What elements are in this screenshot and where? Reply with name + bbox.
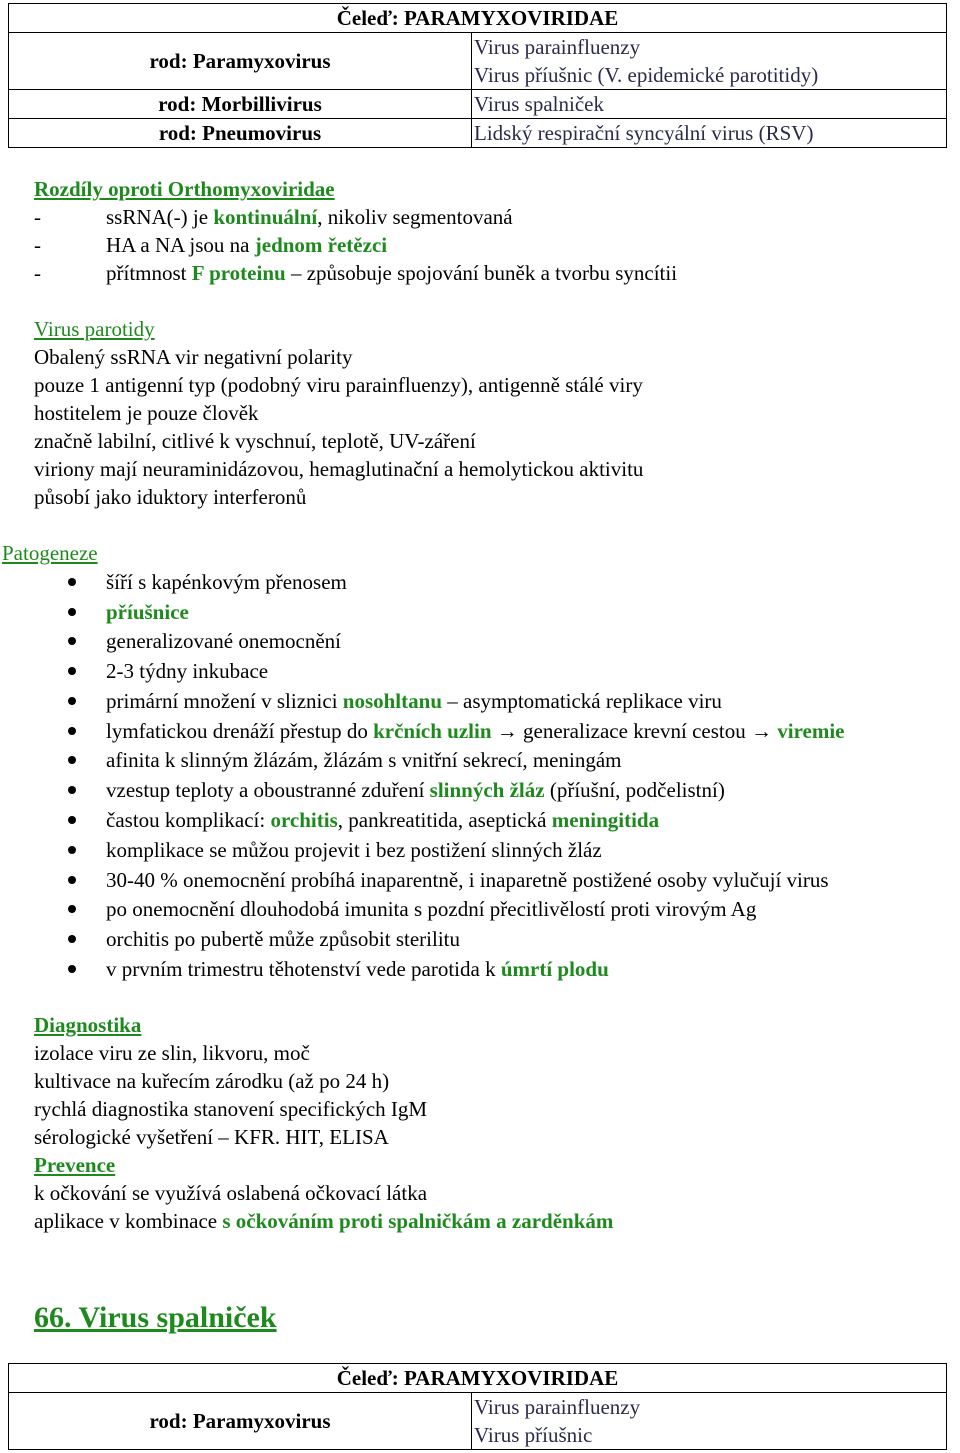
species-name: Virus parainfluenzy (474, 35, 641, 59)
bullet-icon (68, 697, 76, 705)
prevention-line: aplikace v kombinace s očkováním proti spalničkám a zarděnkám (34, 1209, 614, 1233)
mumps-line: hostitelem je pouze člověk (34, 401, 259, 425)
bullet-icon (68, 965, 76, 973)
taxonomy-table (8, 1363, 947, 1450)
diagnostics-line: rychlá diagnostika stanovení specifických IgM (34, 1097, 428, 1121)
mumps-heading: Virus parotidy (34, 317, 155, 341)
bullet-icon (68, 578, 76, 586)
species-cell (472, 1393, 947, 1450)
mumps-line: pouze 1 antigenní typ (podobný viru parainfluenzy), antigenně stálé viry (34, 373, 643, 397)
species-cell (472, 119, 947, 148)
mumps-line: Obalený ssRNA vir negativní polarity (34, 345, 353, 369)
pathogenesis-heading: Patogeneze (2, 541, 98, 565)
genus-cell: rod: Pneumovirus (9, 119, 472, 148)
family-header: Čeleď: PARAMYXOVIRIDAE (9, 1364, 947, 1393)
bullet-icon (68, 935, 76, 943)
prevention-line: k očkování se využívá oslabená očkovací látka (34, 1181, 428, 1205)
difference-item: - ssRNA(-) je kontinuální, nikoliv segmentovaná (34, 205, 513, 229)
family-header: Čeleď: PARAMYXOVIRIDAE (9, 4, 947, 33)
section-title: 66. Virus spalniček (34, 1301, 277, 1334)
bullet-icon (68, 637, 76, 645)
species-cell (472, 90, 947, 119)
bullet-icon (68, 846, 76, 854)
species-name: Virus příušnic (V. epidemické parotitidy) (474, 63, 819, 87)
bullet-icon (68, 667, 76, 675)
species-name: Virus příušnic (474, 1423, 593, 1447)
species-name: Virus parainfluenzy (474, 1395, 641, 1419)
diagnostics-heading: Diagnostika (34, 1013, 142, 1037)
bullet-icon (68, 905, 76, 913)
difference-item: - přítmnost F proteinu – způsobuje spojování buněk a tvorbu syncítii (34, 261, 678, 285)
bullet-icon (68, 608, 76, 616)
mumps-line: viriony mají neuraminidázovou, hemaglutinační a hemolytickou aktivitu (34, 457, 644, 481)
mumps-line: působí jako iduktory interferonů (34, 485, 307, 509)
bullet-icon (68, 786, 76, 794)
bullet-icon (68, 727, 76, 735)
species-cell (472, 33, 947, 90)
diagnostics-line: sérologické vyšetření – KFR. HIT, ELISA (34, 1125, 389, 1149)
bullet-icon (68, 876, 76, 884)
species-name: Lidský respirační syncyální virus (RSV) (474, 121, 814, 145)
bullet-icon (68, 816, 76, 824)
diagnostics-line: kultivace na kuřecím zárodku (až po 24 h) (34, 1069, 390, 1093)
mumps-line: značně labilní, citlivé k vyschnuí, teplotě, UV-záření (34, 429, 476, 453)
genus-cell: rod: Morbillivirus (9, 90, 472, 119)
prevention-heading: Prevence (34, 1153, 116, 1177)
genus-cell: rod: Paramyxovirus (9, 33, 472, 90)
bullet-icon (68, 756, 76, 764)
difference-item: - HA a NA jsou na jednom řetězci (34, 233, 388, 257)
diagnostics-line: izolace viru ze slin, likvoru, moč (34, 1041, 310, 1065)
differences-heading: Rozdíly oproti Orthomyxoviridae (34, 177, 335, 201)
species-name: Virus spalniček (474, 92, 604, 116)
taxonomy-table (8, 3, 947, 148)
genus-cell: rod: Paramyxovirus (9, 1393, 472, 1450)
